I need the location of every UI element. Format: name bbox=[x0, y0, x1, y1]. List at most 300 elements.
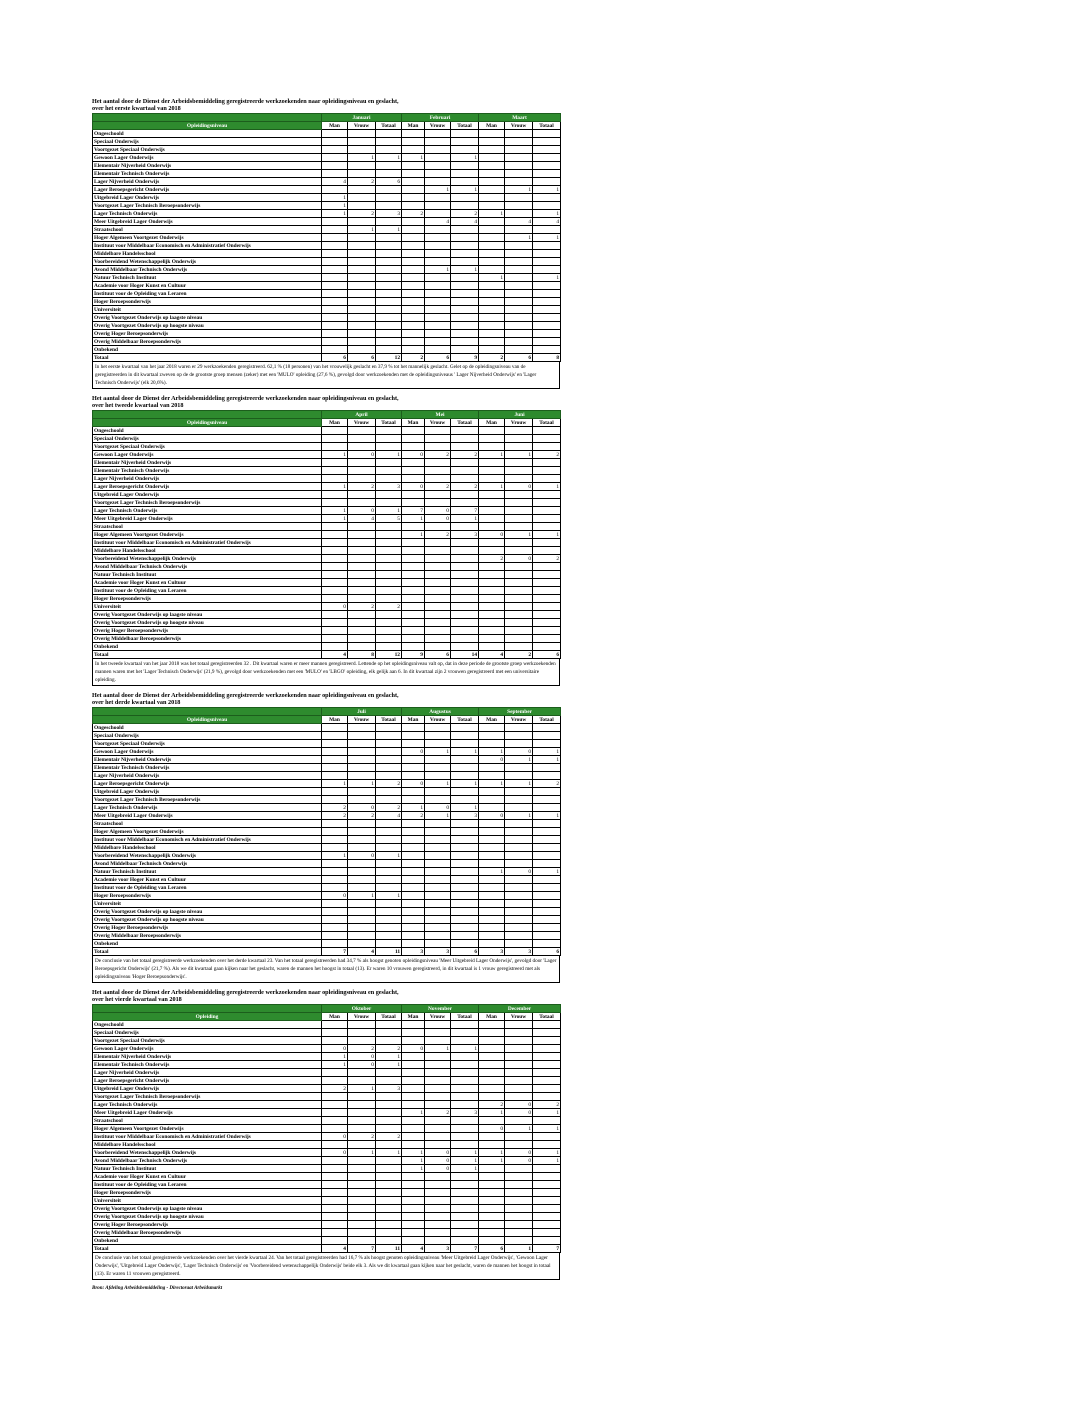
table-cell bbox=[425, 242, 451, 250]
table-cell bbox=[479, 828, 505, 836]
table-cell bbox=[425, 788, 451, 796]
table-cell bbox=[376, 1165, 402, 1173]
table-cell bbox=[376, 234, 402, 242]
table-row bbox=[93, 772, 561, 780]
table-cell bbox=[348, 314, 376, 322]
table-cell bbox=[505, 346, 533, 354]
row-label: Hoger Algemeen Voortgezet Onderwijs bbox=[93, 1125, 322, 1133]
row-label: Overig Voortgezet Onderwijs op laagste niveau bbox=[93, 314, 322, 322]
table-cell bbox=[402, 218, 425, 226]
table-row bbox=[93, 836, 561, 844]
table-cell bbox=[376, 635, 402, 643]
table-cell bbox=[505, 563, 533, 571]
table-cell bbox=[425, 298, 451, 306]
table-row bbox=[93, 250, 561, 258]
table-cell bbox=[376, 1037, 402, 1045]
table-cell bbox=[322, 459, 348, 467]
table-cell: 3 bbox=[451, 1109, 479, 1117]
table-cell: 4 bbox=[322, 1245, 348, 1253]
table-cell: 1 bbox=[533, 748, 561, 756]
table-cell: 0 bbox=[505, 1149, 533, 1157]
table-cell bbox=[322, 1237, 348, 1245]
column-header-vrouw: Vrouw bbox=[348, 1013, 376, 1021]
table-cell bbox=[348, 1069, 376, 1077]
table-cell bbox=[402, 162, 425, 170]
table-cell bbox=[451, 130, 479, 138]
table-cell bbox=[451, 242, 479, 250]
column-header-man: Man bbox=[479, 122, 505, 130]
table-cell bbox=[505, 1061, 533, 1069]
table-row bbox=[93, 603, 561, 611]
table-cell bbox=[505, 1197, 533, 1205]
row-label: Universiteit bbox=[93, 900, 322, 908]
table-cell bbox=[322, 298, 348, 306]
table-cell: 9 bbox=[402, 651, 425, 659]
row-label: Overig Middelbaar Beroepsonderwijs bbox=[93, 1229, 322, 1237]
table-cell bbox=[322, 756, 348, 764]
table-cell bbox=[348, 940, 376, 948]
table-cell bbox=[402, 1077, 425, 1085]
table-cell bbox=[322, 884, 348, 892]
column-header-man: Man bbox=[479, 716, 505, 724]
table-cell bbox=[505, 515, 533, 523]
table-cell bbox=[376, 1117, 402, 1125]
table-cell: 2 bbox=[322, 1085, 348, 1093]
table-cell bbox=[402, 563, 425, 571]
table-cell: 0 bbox=[425, 1149, 451, 1157]
table-cell bbox=[425, 1037, 451, 1045]
row-label: Elementair Nijverheid Onderwijs bbox=[93, 756, 322, 764]
table-cell bbox=[479, 579, 505, 587]
table-row bbox=[93, 1085, 561, 1093]
row-label: Voortgezet Speciaal Onderwijs bbox=[93, 146, 322, 154]
table-cell bbox=[451, 1213, 479, 1221]
column-header-vrouw: Vrouw bbox=[425, 419, 451, 427]
table-cell bbox=[451, 611, 479, 619]
table-cell bbox=[425, 643, 451, 651]
table-cell bbox=[505, 226, 533, 234]
row-label: Natuur Technisch Instituut bbox=[93, 571, 322, 579]
table-cell bbox=[348, 724, 376, 732]
table-cell bbox=[479, 298, 505, 306]
table-cell bbox=[322, 1117, 348, 1125]
table-cell: 0 bbox=[402, 748, 425, 756]
table-cell: 6 bbox=[505, 354, 533, 362]
table-cell: 4 bbox=[451, 218, 479, 226]
table-cell bbox=[505, 892, 533, 900]
table-cell bbox=[348, 1173, 376, 1181]
table-cell bbox=[402, 916, 425, 924]
table-cell bbox=[425, 772, 451, 780]
table-cell bbox=[322, 868, 348, 876]
table-row bbox=[93, 451, 561, 459]
table-row bbox=[93, 1205, 561, 1213]
table-cell bbox=[425, 290, 451, 298]
table-cell bbox=[425, 330, 451, 338]
table-cell bbox=[479, 306, 505, 314]
table-cell bbox=[348, 643, 376, 651]
table-cell bbox=[451, 884, 479, 892]
table-cell: 1 bbox=[451, 154, 479, 162]
table-cell bbox=[533, 788, 561, 796]
table-cell bbox=[479, 1173, 505, 1181]
table-cell: 4 bbox=[348, 948, 376, 956]
table-cell bbox=[479, 226, 505, 234]
row-label: Voortgezet Lager Technisch Beroepsonderwijs bbox=[93, 796, 322, 804]
table-cell bbox=[348, 499, 376, 507]
row-label: Straatschool bbox=[93, 820, 322, 828]
table-cell bbox=[322, 772, 348, 780]
table-cell bbox=[533, 764, 561, 772]
table-cell bbox=[376, 579, 402, 587]
table-cell bbox=[451, 1117, 479, 1125]
row-label: Natuur Technisch Instituut bbox=[93, 1165, 322, 1173]
table-cell bbox=[505, 1213, 533, 1221]
table-cell bbox=[322, 924, 348, 932]
table-row bbox=[93, 499, 561, 507]
table-cell bbox=[505, 282, 533, 290]
table-cell bbox=[425, 475, 451, 483]
table-cell bbox=[533, 884, 561, 892]
table-cell bbox=[533, 860, 561, 868]
table-cell bbox=[348, 627, 376, 635]
row-label: Universiteit bbox=[93, 306, 322, 314]
table-row bbox=[93, 194, 561, 202]
table-cell bbox=[402, 900, 425, 908]
table-cell: 1 bbox=[451, 780, 479, 788]
row-label: Elementair Technisch Onderwijs bbox=[93, 764, 322, 772]
table-cell bbox=[376, 619, 402, 627]
table-cell bbox=[322, 234, 348, 242]
table-cell: 2 bbox=[348, 178, 376, 186]
table-cell: 0 bbox=[322, 603, 348, 611]
table-cell bbox=[451, 1141, 479, 1149]
table-cell bbox=[402, 202, 425, 210]
table-cell bbox=[533, 571, 561, 579]
row-label: Elementair Nijverheid Onderwijs bbox=[93, 459, 322, 467]
table-cell bbox=[425, 764, 451, 772]
table-row bbox=[93, 435, 561, 443]
row-label: Ongeschoold bbox=[93, 427, 322, 435]
table-cell bbox=[505, 459, 533, 467]
table-cell bbox=[322, 1021, 348, 1029]
table-cell bbox=[451, 459, 479, 467]
table-cell: 1 bbox=[451, 266, 479, 274]
table-cell bbox=[376, 146, 402, 154]
row-label: Speciaal Onderwijs bbox=[93, 1029, 322, 1037]
label-column-header: Opleidingsniveau bbox=[93, 419, 322, 427]
row-label: Overig Middelbaar Beroepsonderwijs bbox=[93, 338, 322, 346]
row-label: Overig Voortgezet Onderwijs op hoogste niveau bbox=[93, 916, 322, 924]
table-cell bbox=[533, 1029, 561, 1037]
table-cell bbox=[533, 1197, 561, 1205]
table-cell bbox=[402, 724, 425, 732]
table-cell: 4 bbox=[322, 651, 348, 659]
table-cell bbox=[451, 1101, 479, 1109]
table-cell bbox=[451, 298, 479, 306]
table-cell bbox=[425, 932, 451, 940]
table-cell bbox=[376, 748, 402, 756]
table-cell bbox=[322, 266, 348, 274]
table-cell bbox=[451, 1197, 479, 1205]
table-cell bbox=[322, 619, 348, 627]
table-cell: 0 bbox=[348, 507, 376, 515]
table-cell bbox=[533, 427, 561, 435]
table-cell bbox=[348, 443, 376, 451]
table-cell bbox=[322, 940, 348, 948]
table-cell bbox=[479, 1213, 505, 1221]
table-cell bbox=[451, 443, 479, 451]
table-cell bbox=[322, 748, 348, 756]
table-cell: 1 bbox=[376, 1053, 402, 1061]
table-cell bbox=[322, 523, 348, 531]
table-cell bbox=[322, 595, 348, 603]
table-cell bbox=[425, 499, 451, 507]
table-cell bbox=[402, 523, 425, 531]
table-cell bbox=[348, 1029, 376, 1037]
table-cell bbox=[533, 1053, 561, 1061]
table-cell: 1 bbox=[533, 1109, 561, 1117]
table-cell: 1 bbox=[533, 868, 561, 876]
table-cell bbox=[322, 314, 348, 322]
table-cell bbox=[425, 892, 451, 900]
table-cell bbox=[402, 314, 425, 322]
column-header-totaal: Totaal bbox=[451, 716, 479, 724]
row-label: Straatschool bbox=[93, 226, 322, 234]
table-cell: 0 bbox=[348, 852, 376, 860]
table-row bbox=[93, 515, 561, 523]
table-cell bbox=[348, 194, 376, 202]
table-cell bbox=[451, 1125, 479, 1133]
table-cell: 1 bbox=[322, 1061, 348, 1069]
table-cell: 0 bbox=[505, 555, 533, 563]
table-cell bbox=[479, 1021, 505, 1029]
table-row bbox=[93, 162, 561, 170]
table-cell bbox=[402, 740, 425, 748]
table-cell bbox=[479, 234, 505, 242]
table-cell bbox=[348, 491, 376, 499]
label-column-header: Opleidingsniveau bbox=[93, 122, 322, 130]
table-cell bbox=[322, 1189, 348, 1197]
table-cell bbox=[533, 491, 561, 499]
table-cell bbox=[505, 1037, 533, 1045]
table-cell bbox=[533, 523, 561, 531]
month-header: Oktober bbox=[322, 1005, 402, 1013]
table-cell bbox=[322, 274, 348, 282]
table-cell bbox=[322, 539, 348, 547]
row-label: Onbekend bbox=[93, 643, 322, 651]
table-row bbox=[93, 138, 561, 146]
table-cell: 1 bbox=[425, 780, 451, 788]
table-cell: 2 bbox=[451, 210, 479, 218]
table-cell: 1 bbox=[322, 1053, 348, 1061]
table-cell bbox=[376, 740, 402, 748]
table-cell bbox=[348, 266, 376, 274]
table-cell bbox=[322, 138, 348, 146]
row-label: Overig Voortgezet Onderwijs op laagste niveau bbox=[93, 1205, 322, 1213]
table-cell: 0 bbox=[505, 1157, 533, 1165]
table-cell bbox=[322, 932, 348, 940]
table-cell: 1 bbox=[322, 451, 348, 459]
table-cell bbox=[348, 346, 376, 354]
label-column-header: Opleidingsniveau bbox=[93, 716, 322, 724]
table-cell: 1 bbox=[505, 756, 533, 764]
table-cell bbox=[322, 467, 348, 475]
row-label: Voortgezet Speciaal Onderwijs bbox=[93, 740, 322, 748]
table-row bbox=[93, 1069, 561, 1077]
row-label: Onbekend bbox=[93, 346, 322, 354]
table-cell bbox=[451, 555, 479, 563]
section-subtitle: over het vierde kwartaal van 2018 bbox=[92, 996, 182, 1003]
table-cell bbox=[348, 900, 376, 908]
table-cell: 0 bbox=[505, 748, 533, 756]
table-cell bbox=[479, 547, 505, 555]
month-header: Mei bbox=[402, 411, 479, 419]
table-cell bbox=[533, 298, 561, 306]
table-cell bbox=[348, 563, 376, 571]
table-cell bbox=[505, 322, 533, 330]
table-cell bbox=[479, 804, 505, 812]
table-cell bbox=[322, 1141, 348, 1149]
table-cell bbox=[533, 1173, 561, 1181]
table-cell bbox=[425, 1029, 451, 1037]
table-cell: 2 bbox=[376, 603, 402, 611]
table-cell bbox=[402, 330, 425, 338]
column-header-totaal: Totaal bbox=[533, 1013, 561, 1021]
table-cell bbox=[402, 547, 425, 555]
table-cell: 2 bbox=[402, 812, 425, 820]
table-cell bbox=[505, 1173, 533, 1181]
table-cell bbox=[533, 732, 561, 740]
table-cell bbox=[402, 467, 425, 475]
table-cell: 6 bbox=[376, 178, 402, 186]
table-cell bbox=[322, 306, 348, 314]
table-cell bbox=[376, 611, 402, 619]
table-row bbox=[93, 1141, 561, 1149]
table-row bbox=[93, 210, 561, 218]
table-cell: 0 bbox=[479, 812, 505, 820]
table-cell bbox=[479, 1077, 505, 1085]
table-cell: 1 bbox=[348, 1149, 376, 1157]
table-cell bbox=[348, 1093, 376, 1101]
row-label: Totaal bbox=[93, 651, 322, 659]
source-note: Bron: Afdeling Arbeidsbemiddeling - Directoraat Arbeidsmarkt bbox=[92, 1286, 223, 1291]
table-cell: 1 bbox=[322, 194, 348, 202]
table-cell bbox=[451, 643, 479, 651]
table-cell bbox=[402, 908, 425, 916]
table-row bbox=[93, 146, 561, 154]
table-cell bbox=[451, 764, 479, 772]
table-cell bbox=[479, 338, 505, 346]
table-cell: 0 bbox=[402, 483, 425, 491]
table-cell: 0 bbox=[425, 1165, 451, 1173]
row-label: Speciaal Onderwijs bbox=[93, 435, 322, 443]
table-cell bbox=[376, 587, 402, 595]
table-cell bbox=[425, 547, 451, 555]
table-cell bbox=[322, 844, 348, 852]
table-cell bbox=[322, 499, 348, 507]
table-row bbox=[93, 932, 561, 940]
table-cell bbox=[348, 427, 376, 435]
table-cell bbox=[425, 539, 451, 547]
table-cell bbox=[451, 258, 479, 266]
row-label: Lager Nijverheid Onderwijs bbox=[93, 178, 322, 186]
table-cell bbox=[402, 1117, 425, 1125]
table-cell bbox=[322, 475, 348, 483]
table-cell bbox=[348, 788, 376, 796]
month-header: Januari bbox=[322, 114, 402, 122]
table-cell: 0 bbox=[505, 483, 533, 491]
table-cell bbox=[505, 170, 533, 178]
table-cell bbox=[533, 908, 561, 916]
table-cell: 1 bbox=[451, 748, 479, 756]
row-label: Instituut voor de Opleiding van Leraren bbox=[93, 1181, 322, 1189]
table-cell bbox=[376, 1237, 402, 1245]
table-row bbox=[93, 908, 561, 916]
table-cell bbox=[533, 346, 561, 354]
table-cell bbox=[348, 282, 376, 290]
table-cell bbox=[451, 234, 479, 242]
table-cell bbox=[505, 210, 533, 218]
table-cell bbox=[348, 635, 376, 643]
table-row bbox=[93, 828, 561, 836]
column-header-vrouw: Vrouw bbox=[505, 122, 533, 130]
table-cell bbox=[425, 555, 451, 563]
table-cell: 4 bbox=[425, 218, 451, 226]
row-label: Middelbare Handelsschool bbox=[93, 1141, 322, 1149]
table-cell bbox=[479, 908, 505, 916]
table-cell bbox=[425, 860, 451, 868]
table-cell: 2 bbox=[425, 451, 451, 459]
table-cell: 1 bbox=[505, 451, 533, 459]
row-label: Voorbereidend Wetenschappelijk Onderwijs bbox=[93, 555, 322, 563]
table-cell bbox=[425, 1141, 451, 1149]
table-cell: 0 bbox=[505, 1101, 533, 1109]
table-cell bbox=[533, 1237, 561, 1245]
table-cell bbox=[402, 579, 425, 587]
table-cell bbox=[505, 860, 533, 868]
table-cell bbox=[376, 1197, 402, 1205]
table-cell bbox=[376, 531, 402, 539]
table-cell bbox=[322, 330, 348, 338]
table-cell: 1 bbox=[402, 1109, 425, 1117]
table-cell: 6 bbox=[533, 651, 561, 659]
table-cell bbox=[479, 1045, 505, 1053]
table-cell bbox=[402, 828, 425, 836]
data-table bbox=[92, 707, 561, 956]
table-cell: 1 bbox=[533, 186, 561, 194]
table-cell: 0 bbox=[505, 1109, 533, 1117]
table-cell bbox=[505, 587, 533, 595]
table-cell bbox=[376, 1029, 402, 1037]
table-cell bbox=[451, 274, 479, 282]
table-cell bbox=[348, 796, 376, 804]
table-cell: 1 bbox=[425, 1045, 451, 1053]
table-cell: 9 bbox=[451, 354, 479, 362]
table-cell bbox=[533, 1165, 561, 1173]
table-cell bbox=[533, 836, 561, 844]
table-cell bbox=[425, 258, 451, 266]
table-cell bbox=[533, 314, 561, 322]
table-cell bbox=[533, 1205, 561, 1213]
column-header-vrouw: Vrouw bbox=[348, 419, 376, 427]
table-cell bbox=[479, 491, 505, 499]
table-cell bbox=[376, 459, 402, 467]
table-cell bbox=[479, 603, 505, 611]
table-cell bbox=[402, 274, 425, 282]
table-cell bbox=[451, 796, 479, 804]
table-cell bbox=[505, 154, 533, 162]
